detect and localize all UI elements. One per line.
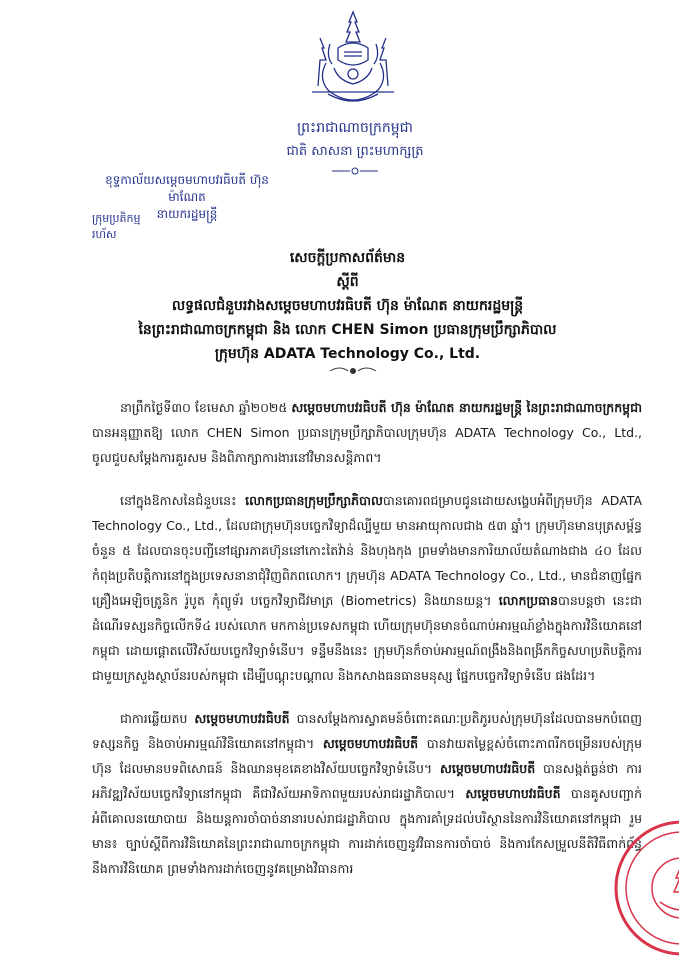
- p3-text-welcome: បានសម្តែងការស្វាគមន៍ចំពោះគណៈប្រតិភូរបស់ក្រុមហ៊ុនដែលបានមកបំពេញទស្សនកិច្ច និងចាប់អារម្មណ៍វិនិយោគនៅកម្ពុជា។: [92, 711, 643, 751]
- p3-text: ជាការឆ្លើយតប: [120, 711, 195, 726]
- p1-text: នាព្រឹកថ្ងៃទី៣០ ខែមេសា ឆ្នាំ២០២៥: [120, 400, 292, 415]
- p3-prime-minister-1: សម្តេចមហាបវរធិបតី: [194, 711, 290, 726]
- p3-text-praise: បានវាយតម្លៃខ្ពស់ចំពោះភាពរីកចម្រើនរបស់ក្រុមហ៊ុន ដែលមានបទពិសោធន៍ និងឈានមុខគេខាងវិស័យបច្ចេកវិទ្យាទំនើប។: [92, 736, 642, 776]
- paragraph-2: [92, 488, 642, 688]
- headline-line-2: ស្តីពី: [336, 274, 359, 290]
- headline-line-5: ក្រុមហ៊ុន ADATA Technology Co., Ltd.: [214, 346, 481, 362]
- p2-chairman: លោកប្រធានក្រុមប្រឹក្សាភិបាល: [245, 493, 383, 508]
- p1-text-rest: បានអនុញ្ញាតឱ្យ លោក CHEN Simon ប្រធានក្រុមប្រឹក្សាភិបាលក្រុមហ៊ុន ADATA Technology Co., Ltd., ចូលជួបសម្តែងការគួរសម និងពិភាក្សាការងារនៅវិមានសន្តិភាព។: [92, 425, 642, 465]
- p3-text-priority: បានសង្កត់ធ្ងន់ថា ការអភិវឌ្ឍវិស័យបច្ចេកវិទ្យានៅកម្ពុជា គឺជាវិស័យអាទិភាពមួយរបស់រាជរដ្ឋាភិបាល។: [92, 761, 642, 801]
- p2-text-rest: បានបន្តថា នេះជាដំណើរទស្សនកិច្ចលើកទី៤ របស់លោក មកកាន់ប្រទេសកម្ពុជា ហើយក្រុមហ៊ុនមានចំណាប់អារម្មណ៍ខ្លាំងក្នុងការវិនិយោគនៅកម្ពុជា ដោយផ្តោតលើវិស័យបច្ចេកវិទ្យាទំនើប។ ទន្ទឹមនឹងនេះ ក្រុមហ៊ុនក៏ចាប់អារម្មណ៍ពង្រឹងនិងពង្រីកកិច្ចសហប្រតិបត្តិការជាមួយក្រសួងស្ថាប័នរបស់កម្ពុជា ដើម្បីបណ្តុះបណ្តាល និងកសាងធនធានមនុស្ស ផ្នែកបច្ចេកវិទ្យាទំនើប ផងដែរ។: [92, 593, 642, 683]
- paragraph-1: [92, 395, 642, 470]
- official-seal-icon: [612, 818, 679, 958]
- office-line-1: ខុទ្ទកាល័យសម្តេចមហាបវរធិបតី ហ៊ុន ម៉ាណែត: [105, 173, 269, 204]
- office-sub-unit: ក្រុមប្រតិកម្មរហ័ស: [92, 212, 141, 241]
- p3-text-policy: បានគូសបញ្ជាក់អំពីគោលនយោបាយ និងយន្តការចាំបាច់នានារបស់រាជរដ្ឋាភិបាល ក្នុងការគាំទ្រដល់បរិស្ថាននៃការវិនិយោគនៅកម្ពុជា រួមមាន៖ ច្បាប់ស្តីពីការវិនិយោគនៃព្រះរាជាណាចក្រកម្ពុជា ការដាក់ចេញនូវវិធានការចាំបាច់ និងការកែសម្រួលនីតិវិធីពាក់ព័ន្ធនឹងការវិនិយោគ ព្រមទាំងការដាក់ចេញនូវគម្រោងវិធានការ: [92, 786, 643, 876]
- headline-line-3: លទ្ធផលជំនួបរវាងសម្តេចមហាបវរធិបតី ហ៊ុន ម៉ាណែត នាយករដ្ឋមន្ត្រី: [171, 298, 524, 314]
- motto-ornament-icon: [330, 166, 380, 176]
- office-line-2: នាយករដ្ឋមន្ត្រី: [156, 207, 218, 221]
- p3-prime-minister-4: សម្តេចមហាបវរធិបតី: [465, 786, 561, 801]
- headline-line-1: សេចក្តីប្រកាសព័ត៌មាន: [289, 250, 406, 266]
- p2-chairman-short: លោកប្រធាន: [498, 593, 558, 608]
- headline-line-4: នៃព្រះរាជាណាចក្រកម្ពុជា និង លោក CHEN Simon ប្រធានក្រុមប្រឹក្សាភិបាល: [138, 322, 557, 338]
- paragraph-3: [92, 706, 642, 881]
- press-release-body: [92, 395, 642, 899]
- press-release-headline: [60, 246, 635, 366]
- p3-prime-minister-2: សម្តេចមហាបវរធិបតី: [322, 736, 419, 751]
- national-motto: ជាតិ សាសនា ព្រះមហាក្សត្រ: [286, 144, 424, 159]
- p3-prime-minister-3: សម្តេចមហាបវរធិបតី: [439, 761, 536, 776]
- headline-ornament-icon: [328, 365, 378, 377]
- royal-coat-of-arms-icon: [298, 8, 408, 108]
- p2-text-company: បានគោរពជម្រាបជូនដោយសង្ខេបអំពីក្រុមហ៊ុន ADATA Technology Co., Ltd., ដែលជាក្រុមហ៊ុនបច្ចេកវិទ្យាដ៏ល្បីមួយ មានអាយុកាលជាង ៥៣ ឆ្នាំ។ ក្រុមហ៊ុនមានបុត្រសម្ព័ន្ធចំនួន ៥ ដែលបានចុះបញ្ជីនៅផ្សារភាគហ៊ុននៅកោះតៃវ៉ាន់ និងហុងកុង ព្រមទាំងមានការិយាល័យតំណាងជាង ៤០ ដែលកំពុងប្រតិបត្តិការនៅក្នុងប្រទេសនានាជុំវិញពិភពលោក។ ក្រុមហ៊ុន ADATA Technology Co., Ltd., មានជំនាញផ្នែកគ្រឿងអេឡិចត្រូនិក រ៉ូបូត កុំព្យូទ័រ បច្ចេកវិទ្យាជីវមាត្រ (Biometrics) និងយានយន្ត។: [92, 493, 642, 608]
- kingdom-name: ព្រះរាជាណាចក្រកម្ពុជា: [296, 120, 413, 136]
- p1-prime-minister: សម្តេចមហាបវរធិបតី ហ៊ុន ម៉ាណែត នាយករដ្ឋមន្ត្រី នៃព្រះរាជាណាចក្រកម្ពុជា: [291, 400, 643, 415]
- p2-text: នៅក្នុងឱកាសនៃជំនួបនេះ: [120, 493, 246, 508]
